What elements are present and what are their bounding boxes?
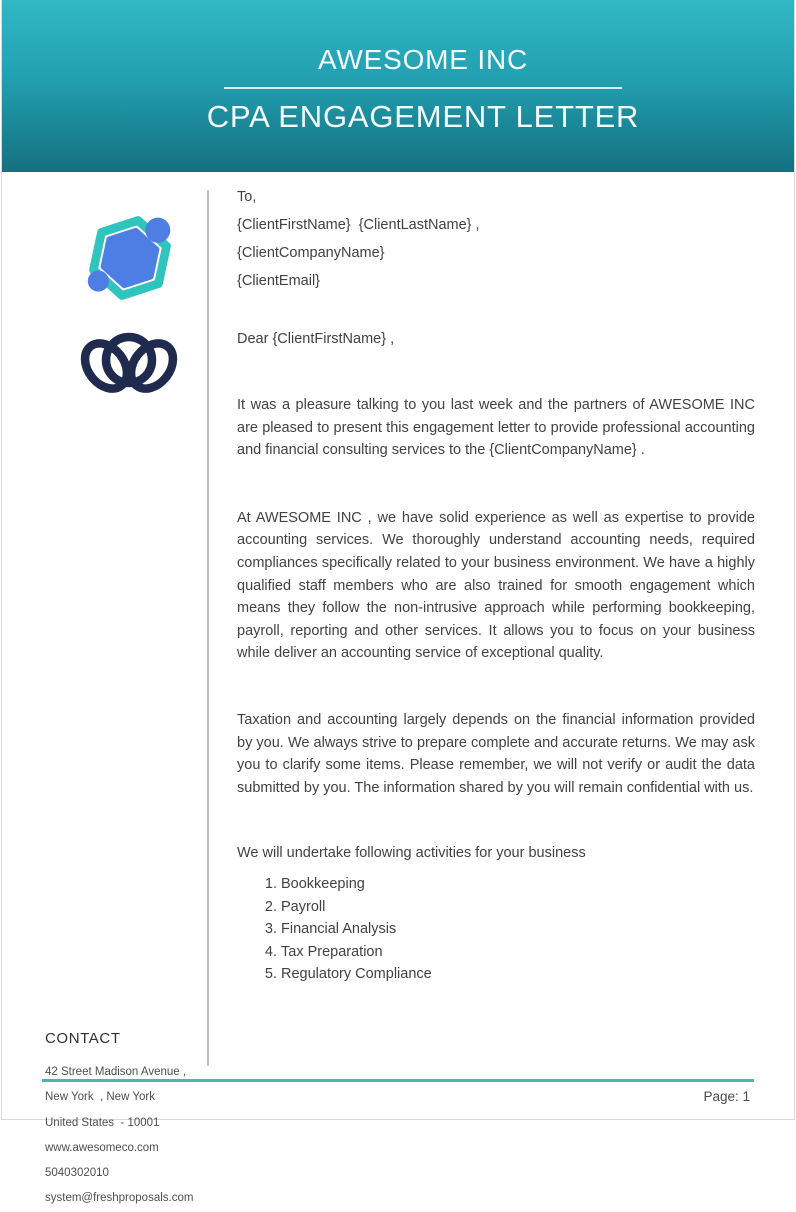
activities-list [237, 873, 755, 986]
contact-email: system@freshproposals.com [45, 1192, 194, 1205]
letter-body [237, 189, 760, 986]
sidebar [2, 172, 208, 1205]
header-title-group [207, 38, 640, 135]
sidebar-divider-line [207, 190, 209, 1066]
interlocked-rings-logo-icon [76, 328, 182, 400]
list-item: 2. Payroll [281, 896, 755, 919]
footer-accent-line [42, 1079, 754, 1082]
paragraph-taxation: Taxation and accounting largely depends on the financial information provided by you. We always strive to prepare complete and accurate returns. We may ask you to clarify some items. Please remember, we will not verify or audit the data submitted by you. The information shared by you will remain confidential with us. [237, 711, 760, 796]
paragraph-experience: At AWESOME INC , we have solid experience as well as expertise to provide accounting services. We thoroughly understand accounting needs, required compliances specifically related to your business environment. We have a highly qualified staff members who are also trained for smooth engagement which means they follow the non-intrusive approach while performing bookkeeping, payroll, reporting and other services. It allows you to focus on your business while deliver an accounting service of exceptional quality. [237, 509, 760, 662]
contact-address-line3: United States - 10001 [45, 1116, 160, 1129]
page-number: Page: 1 [703, 1089, 750, 1104]
company-name-title: AWESOME INC [317, 43, 528, 75]
header-divider-line [224, 87, 622, 89]
list-item: 3. Financial Analysis [281, 918, 755, 941]
contact-website: www.awesomeco.com [45, 1141, 159, 1154]
recipient-name: {ClientFirstName} {ClientLastName} , [237, 217, 480, 233]
activities-intro: We will undertake following activities for your business [237, 845, 586, 862]
salutation: Dear {ClientFirstName} , [237, 331, 395, 347]
contact-address-line2: New York , New York [45, 1091, 155, 1104]
recipient-email: {ClientEmail} [237, 273, 321, 289]
paragraph-introduction: It was a pleasure talking to you last week and the partners of AWESOME INC are pleased to present this engagement letter to provide professional accounting and financial consulting services to the {ClientCompanyName} . [237, 397, 760, 459]
list-item: 5. Regulatory Compliance [281, 963, 755, 986]
header-banner [2, 0, 794, 172]
contact-block [45, 1030, 205, 1212]
list-item: 4. Tax Preparation [281, 941, 755, 964]
to-label: To, [237, 189, 257, 205]
letter-page [1, 0, 795, 1205]
hexagon-network-logo-icon [82, 210, 178, 306]
contact-address-line1: 42 Street Madison Avenue , [45, 1066, 187, 1078]
letter-title: CPA ENGAGEMENT LETTER [206, 98, 640, 134]
contact-heading: CONTACT [45, 1030, 121, 1047]
recipient-company: {ClientCompanyName} [237, 245, 385, 261]
contact-phone: 5040302010 [45, 1167, 109, 1180]
list-item: 1. Bookkeeping [281, 873, 755, 896]
